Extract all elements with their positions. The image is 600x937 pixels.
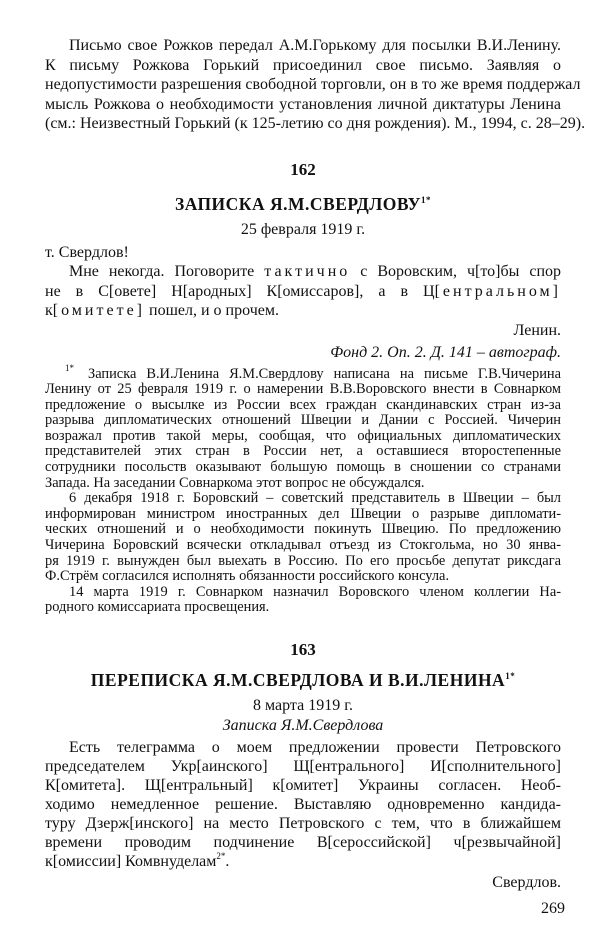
text-line [45, 382, 561, 398]
text-line [45, 362, 561, 383]
text-line [45, 507, 561, 523]
footnote-text: представителей этих стран в России нет, а оставшиеся второстепенные [45, 443, 561, 460]
text-line [45, 398, 561, 414]
body-text: К[омитета]. Щ[ентральный] к[омитет] Украины согласен. Необ- [45, 777, 561, 794]
text-segment: с Воровским, ч[то]бы спор [350, 263, 562, 280]
text-line [45, 538, 561, 554]
document-subtitle-163: Записка Я.М.Свердлова [222, 717, 384, 734]
text-line [45, 757, 561, 776]
document-date-162: 25 февраля 1919 г. [240, 220, 366, 238]
body-text: туру Дзерж[инского] на место Петровского с тем, что в ближайшем [45, 815, 561, 832]
document-number-162: 162 [290, 159, 316, 179]
text-line [45, 585, 561, 601]
text-line [45, 476, 561, 492]
emphasized-text: тактично [264, 263, 351, 280]
text-line: К письму Рожкова Горький присоединил свое письмо. Заявляя о [45, 56, 561, 74]
footnote-text: сотрудники посольств оказывают большую помощь в сношении со странами [45, 459, 561, 476]
footnote-text: информирован министром иностранных дел Швеции о разрыве дипломати- [45, 505, 561, 522]
text-line [45, 460, 561, 476]
footnote-text: ря 1919 г. вынужден был выехать в Россию. По его просьбе депутат риксдага [45, 552, 561, 569]
footnote-text: возражал против такой меры, сообщая, что официальных дипломатических [45, 427, 561, 444]
text-line: мысль Рожкова о необходимости установления личной диктатуры Ленина [45, 95, 561, 113]
document-date-163: 8 марта 1919 г. [253, 697, 353, 714]
body-text: к[омиссии] Комвнуделам [45, 853, 217, 870]
title-text: ЗАПИСКА Я.М.СВЕРДЛОВУ [175, 193, 421, 214]
document-number-163: 163 [290, 640, 316, 659]
text-line [45, 413, 561, 429]
body-text: председателем Укр[аинского] Щ[ентрального] И[сполнительного] [45, 758, 561, 775]
footnote-text: 14 марта 1919 г. Совнарком назначил Воровского членом коллегии На- [69, 583, 561, 600]
text-line [45, 795, 561, 814]
footnote-mark: 1* [65, 362, 74, 373]
footnote-ref: 2* [216, 851, 226, 861]
document-title-162 [45, 194, 561, 215]
footnote [45, 491, 561, 585]
footnote-text: родного комиссариата просвещения. [45, 599, 270, 616]
text-line [45, 738, 561, 757]
text-line [45, 600, 561, 616]
title-text: ПЕРЕПИСКА Я.М.СВЕРДЛОВА И В.И.ЛЕНИНА [90, 670, 506, 690]
text-line [45, 444, 561, 460]
footnotes-162 [45, 362, 561, 617]
footnote-text: 6 декабря 1918 г. Боровский – советский представитель в Швеции – был [69, 490, 561, 507]
emphasized-text: [омитете] [52, 302, 146, 319]
text-segment: не в С[овете] Н[ародных] К[омиссаров], а в Ц [45, 282, 435, 300]
footnote-text: Ленину от 25 февраля 1919 г. о намерении В.В.Воровского внести в Совнарком [45, 381, 561, 398]
footnote-text: Запада. На заседании Совнаркома этот вопрос не обсуждался. [45, 474, 425, 491]
document-title-163 [45, 670, 561, 691]
letter-body-162 [45, 262, 561, 321]
page-number: 269 [541, 900, 565, 917]
intro-paragraph [45, 36, 586, 134]
text-line [45, 429, 561, 445]
text-segment: Мне некогда. Поговорите [69, 263, 265, 280]
text-line [45, 282, 561, 302]
salutation: т. Свердлов! [45, 243, 129, 261]
footnote-ref: 1* [421, 194, 431, 205]
text-segment: пошел, и о прочем. [145, 302, 279, 319]
footnote-text: предложение о высылке из России всех граждан скандинавских стран из-за [45, 396, 561, 413]
text-line [45, 301, 561, 321]
footnote-text: ческих отношений и о необходимости покинуть Швецию. По предложению [45, 521, 561, 538]
emphasized-text: [ентральном] [434, 282, 561, 300]
body-text: времени проводим подчинение В[сероссийской] ч[резвычайной] [45, 834, 561, 851]
text-line [45, 833, 561, 852]
text-line [45, 569, 561, 585]
footnote [45, 362, 561, 492]
text-line: к[омиссии] Комвнуделам$^{2*}$. [45, 851, 230, 870]
body-text: ходимо немедленное решение. Выставляю одновременно кандида- [45, 796, 561, 813]
footnote-ref: 1* [505, 671, 516, 681]
footnote-text: разрыва дипломатических отношений Швеции и Дании с Россией. Чичерин [45, 412, 561, 429]
archive-source: Фонд 2. Оп. 2. Д. 141 – автограф. [330, 343, 561, 361]
document-page [45, 0, 586, 918]
text-line [45, 814, 561, 833]
text-line [45, 262, 561, 282]
text-line [45, 554, 561, 570]
signature-sverdlov: Свердлов. [492, 874, 561, 891]
text-line [45, 522, 561, 538]
letter-body-163 [45, 738, 561, 871]
footnote-text: Записка В.И.Ленина Я.М.Свердлову написана на письме Г.В.Чичерина [88, 365, 561, 382]
footnote-text: Чичерина Боровский всячески откладывал отъезд из Стокгольма, но 30 янва- [45, 537, 561, 554]
text-line: Письмо свое Рожков передал А.М.Горькому для посылки В.И.Ленину. [69, 37, 561, 54]
text-line: (см.: Неизвестный Горький (к 125-летию со дня рождения). М., 1994, с. 28–29). [45, 115, 586, 132]
text-segment: к [45, 302, 53, 319]
text-line: недопустимости разрешения свободной торговли, он в то же время поддержал [45, 76, 581, 93]
text-line [45, 776, 561, 795]
footnote-text: Ф.Стрём согласился исполнять обязанности российского консула. [45, 568, 450, 585]
footnote [45, 585, 561, 616]
text-line [45, 491, 561, 507]
signature-lenin: Ленин. [513, 321, 561, 339]
body-text: Есть телеграмма о моем предложении провести Петровского [69, 739, 561, 756]
